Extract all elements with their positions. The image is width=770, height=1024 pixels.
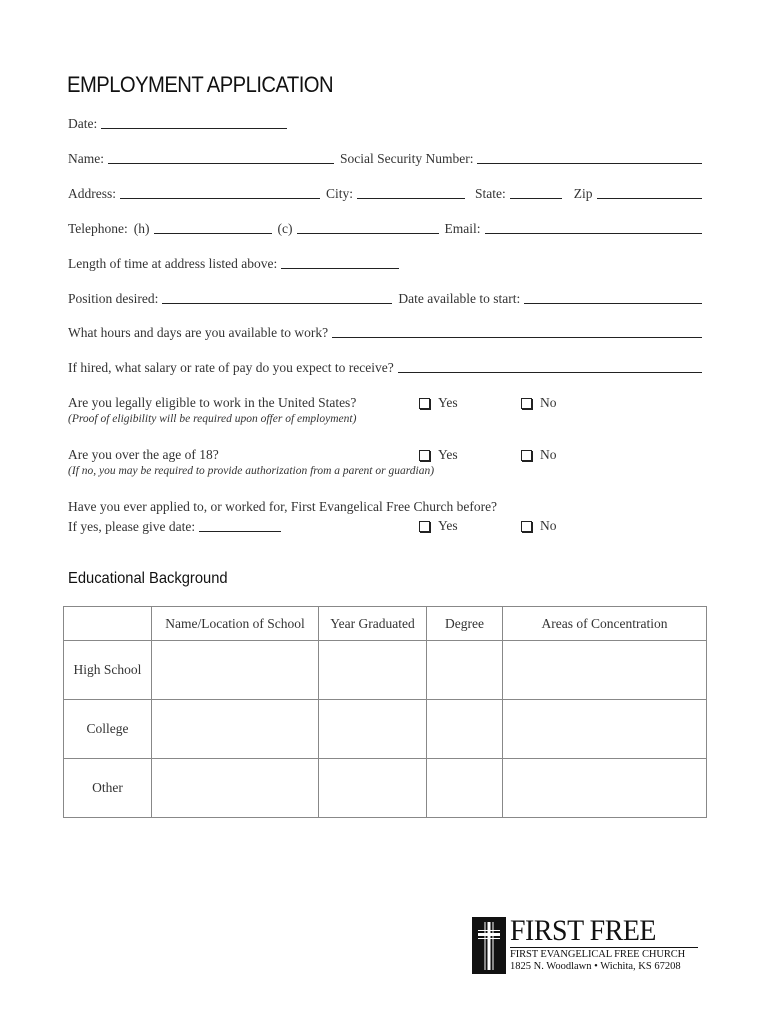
applied-yes-checkbox[interactable] [419,518,458,534]
hours-days-row [68,321,702,341]
column-header-degree: Degree [427,607,503,641]
age-note: (If no, you may be required to provide authorization from a parent or guardian) [68,465,435,477]
table-cell[interactable] [427,700,503,759]
logo-divider [510,947,698,948]
zip-field[interactable] [597,184,702,199]
table-row [64,641,707,700]
name-label: Name: [68,151,104,166]
address-row [68,182,702,202]
table-row [64,700,707,759]
age-no-checkbox[interactable] [521,447,557,463]
church-logo [472,914,704,977]
column-header-school: Name/Location of School [152,607,319,641]
education-table [63,606,707,818]
eligibility-yes-checkbox[interactable] [419,395,458,411]
eligibility-no-label: No [540,395,557,410]
table-cell[interactable] [503,641,707,700]
applied-date-field[interactable] [199,517,281,532]
table-cell[interactable] [319,759,427,818]
ssn-field[interactable] [477,149,702,164]
email-field[interactable] [485,219,702,234]
eligibility-yes-label: Yes [438,395,458,410]
applied-date-label: If yes, please give date: [68,519,196,534]
city-label: City: [326,186,354,201]
date-field[interactable] [101,114,287,129]
checkbox-icon [521,450,532,461]
state-label: State: [475,186,506,201]
date-available-label: Date available to start: [398,291,521,306]
home-phone-label: (h) [133,221,150,236]
city-field[interactable] [357,184,465,199]
row-label-high-school: High School [64,641,152,700]
length-time-field[interactable] [281,254,399,269]
table-cell[interactable] [319,700,427,759]
position-field[interactable] [162,289,392,304]
eligibility-question [68,395,356,425]
table-cell[interactable] [427,759,503,818]
table-cell[interactable] [427,641,503,700]
length-time-label: Length of time at address listed above: [68,256,278,271]
age-question [68,447,434,477]
cell-phone-field[interactable] [297,219,439,234]
table-row [64,759,707,818]
position-label: Position desired: [68,291,159,306]
zip-label: Zip [573,186,593,201]
age-yes-label: Yes [438,447,458,462]
address-field[interactable] [120,184,320,199]
checkbox-icon [521,398,532,409]
salary-field[interactable] [398,358,702,373]
education-heading: Educational Background [68,570,228,587]
state-field[interactable] [510,184,562,199]
checkbox-icon [419,521,430,532]
table-cell[interactable] [152,759,319,818]
home-phone-field[interactable] [154,219,272,234]
page-title: EMPLOYMENT APPLICATION [67,72,334,97]
table-cell[interactable] [503,700,707,759]
name-row [68,147,702,167]
row-label-college: College [64,700,152,759]
telephone-label: Telephone: [68,221,128,236]
name-field[interactable] [108,149,334,164]
salary-label: If hired, what salary or rate of pay do you expect to receive? [68,360,394,375]
age-no-label: No [540,447,557,462]
salary-row [68,356,702,376]
age-yes-checkbox[interactable] [419,447,458,463]
length-time-row [68,252,702,272]
hours-days-label: What hours and days are you available to work? [68,325,329,340]
ssn-label: Social Security Number: [340,151,474,166]
date-row [68,112,702,132]
checkbox-icon [419,398,430,409]
logo-address: 1825 N. Woodlawn • Wichita, KS 67208 [510,961,681,972]
table-header-row [64,607,707,641]
eligibility-note: (Proof of eligibility will be required upon offer of employment) [68,413,357,425]
email-label: Email: [444,221,481,236]
applied-before-question: Have you ever applied to, or worked for, First Evangelical Free Church before? [68,499,498,514]
checkbox-icon [521,521,532,532]
column-header-concentration: Areas of Concentration [503,607,707,641]
checkbox-icon [419,450,430,461]
table-cell[interactable] [152,700,319,759]
cell-phone-label: (c) [277,221,293,236]
logo-name: FIRST FREE [510,914,657,947]
row-label-other: Other [64,759,152,818]
eligibility-question-text: Are you legally eligible to work in the United States? [68,395,357,410]
column-header-year: Year Graduated [319,607,427,641]
eligibility-no-checkbox[interactable] [521,395,557,411]
applied-no-checkbox[interactable] [521,518,557,534]
applied-date-row [68,515,281,535]
applied-no-label: No [540,518,557,533]
address-label: Address: [68,186,116,201]
date-label: Date: [68,116,98,131]
column-header [64,607,152,641]
table-cell[interactable] [319,641,427,700]
applied-yes-label: Yes [438,518,458,533]
position-row [68,287,702,307]
date-available-field[interactable] [524,289,702,304]
telephone-row [68,217,702,237]
cross-icon [472,917,506,974]
hours-days-field[interactable] [332,323,702,338]
table-cell[interactable] [503,759,707,818]
age-question-text: Are you over the age of 18? [68,447,219,462]
logo-subtitle: FIRST EVANGELICAL FREE CHURCH [510,949,686,960]
table-cell[interactable] [152,641,319,700]
